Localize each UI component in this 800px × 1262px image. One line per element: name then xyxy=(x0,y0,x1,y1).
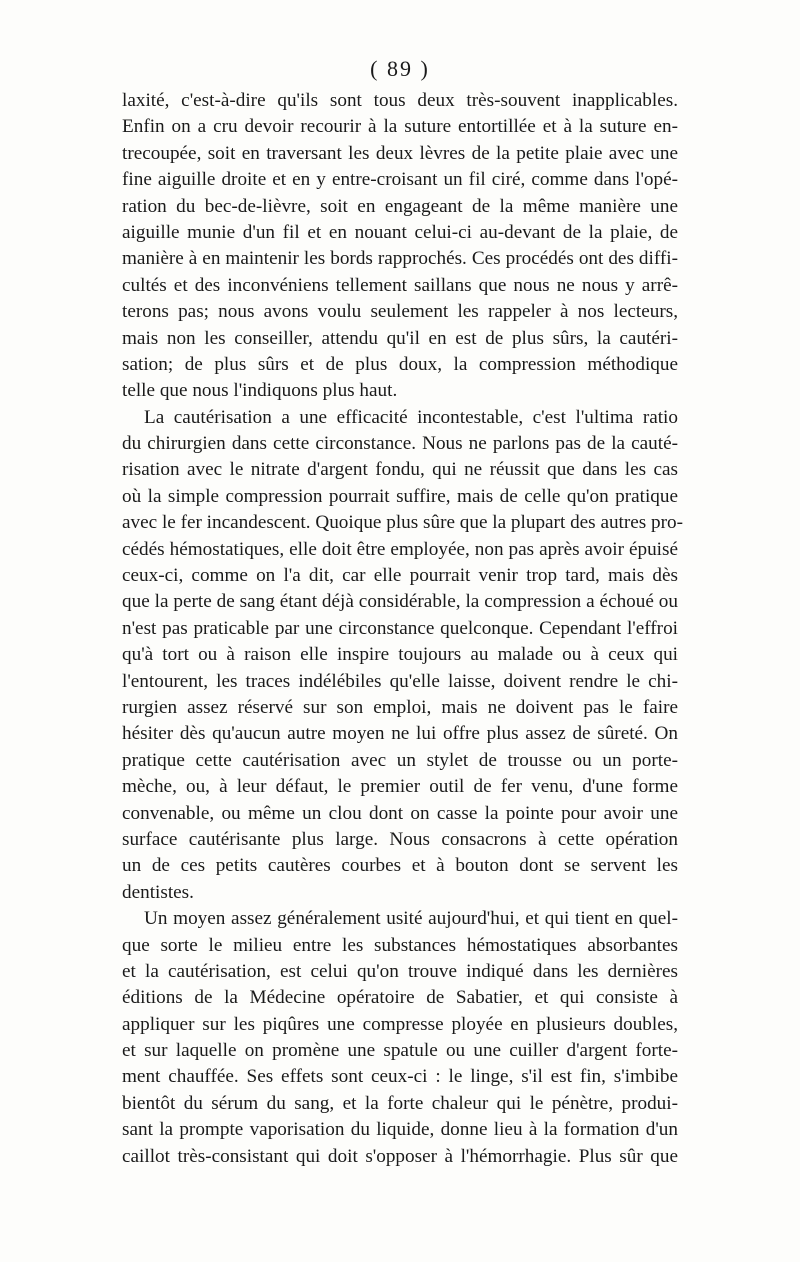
text-line: Enfin on a cru devoir recourir à la suture entortillée et à la suture en- xyxy=(122,116,678,138)
text-line: ceux-ci, comme on l'a dit, car elle pourrait venir trop tard, mais dès xyxy=(122,565,678,587)
text-line: un de ces petits cautères courbes et à bouton dont se servent les xyxy=(122,855,678,877)
text-line: appliquer sur les piqûres une compresse ployée en plusieurs doubles, xyxy=(122,1013,678,1035)
text-line: l'entourent, les traces indélébiles qu'elle laisse, doivent rendre le chi- xyxy=(122,670,678,692)
text-line: hésiter dès qu'aucun autre moyen ne lui offre plus assez de sûreté. On xyxy=(122,723,678,745)
text-line: que la perte de sang étant déjà considérable, la compression a échoué ou xyxy=(122,591,678,613)
text-line: mèche, ou, à leur défaut, le premier outil de fer venu, d'une forme xyxy=(122,776,678,798)
text-line: sant la prompte vaporisation du liquide, donne lieu à la formation d'un xyxy=(122,1119,678,1141)
text-line: fine aiguille droite et en y entre-croisant un fil ciré, comme dans l'opé- xyxy=(122,169,678,191)
text-line: sation; de plus sûrs et de plus doux, la compression méthodique xyxy=(122,353,678,375)
text-line: risation avec le nitrate d'argent fondu, qui ne réussit que dans les cas xyxy=(122,459,678,481)
text-line: bientôt du sérum du sang, et la forte chaleur qui le pénètre, produi- xyxy=(122,1092,678,1114)
paragraph-start-line: Un moyen assez généralement usité aujourd'hui, et qui tient en quel- xyxy=(144,908,678,930)
text-line: terons pas; nous avons voulu seulement les rappeler à nos lecteurs, xyxy=(122,301,678,323)
text-line: pratique cette cautérisation avec un stylet de trousse ou un porte- xyxy=(122,749,678,771)
text-line: convenable, ou même un clou dont on casse la pointe pour avoir une xyxy=(122,802,678,824)
text-line: manière à en maintenir les bords rapprochés. Ces procédés ont des diffi- xyxy=(122,248,678,270)
text-line: caillot très-consistant qui doit s'opposer à l'hémorrhagie. Plus sûr que xyxy=(122,1145,678,1167)
text-line: mais non les conseiller, attendu qu'il en est de plus sûrs, la cautéri- xyxy=(122,327,678,349)
body-text xyxy=(122,88,684,1170)
text-line: ration du bec-de-lièvre, soit en engageant de la même manière une xyxy=(122,195,678,217)
text-line: cultés et des inconvéniens tellement saillans que nous ne nous y arrê- xyxy=(122,274,678,296)
text-line: ment chauffée. Ses effets sont ceux-ci : le linge, s'il est fin, s'imbibe xyxy=(122,1066,678,1088)
text-line: rurgien assez réservé sur son emploi, mais ne doivent pas le faire xyxy=(122,696,678,718)
text-line: aiguille munie d'un fil et en nouant celui-ci au-devant de la plaie, de xyxy=(122,221,678,243)
text-line: n'est pas praticable par une circonstance quelconque. Cependant l'effroi xyxy=(122,617,678,639)
text-line: éditions de la Médecine opératoire de Sabatier, et qui consiste à xyxy=(122,987,678,1009)
text-line: laxité, c'est-à-dire qu'ils sont tous deux très-souvent inapplicables. xyxy=(122,90,678,111)
text-line: que sorte le milieu entre les substances hémostatiques absorbantes xyxy=(122,934,678,956)
page-number: ( 89 ) xyxy=(370,56,430,81)
text-line: du chirurgien dans cette circonstance. Nous ne parlons pas de la cauté- xyxy=(122,433,678,455)
text-line: avec le fer incandescent. Quoique plus sûre que la plupart des autres pro- xyxy=(122,512,684,534)
text-line: et sur laquelle on promène une spatule ou une cuiller d'argent forte- xyxy=(122,1040,678,1062)
text-line: surface cautérisante plus large. Nous consacrons à cette opération xyxy=(122,828,678,850)
text-line: dentistes. xyxy=(122,881,194,903)
paragraph-start-line: La cautérisation a une efficacité incontestable, c'est l'ultima ratio xyxy=(144,406,678,428)
text-line: qu'à tort ou à raison elle inspire toujours au malade ou à ceux qui xyxy=(122,644,678,666)
text-line: et la cautérisation, est celui qu'on trouve indiqué dans les dernières xyxy=(122,960,678,982)
text-line: telle que nous l'indiquons plus haut. xyxy=(122,380,398,402)
text-line: où la simple compression pourrait suffire, mais de celle qu'on pratique xyxy=(122,485,678,507)
text-line: trecoupée, soit en traversant les deux lèvres de la petite plaie avec une xyxy=(122,142,678,164)
text-line: cédés hémostatiques, elle doit être employée, non pas après avoir épuisé xyxy=(122,538,678,560)
